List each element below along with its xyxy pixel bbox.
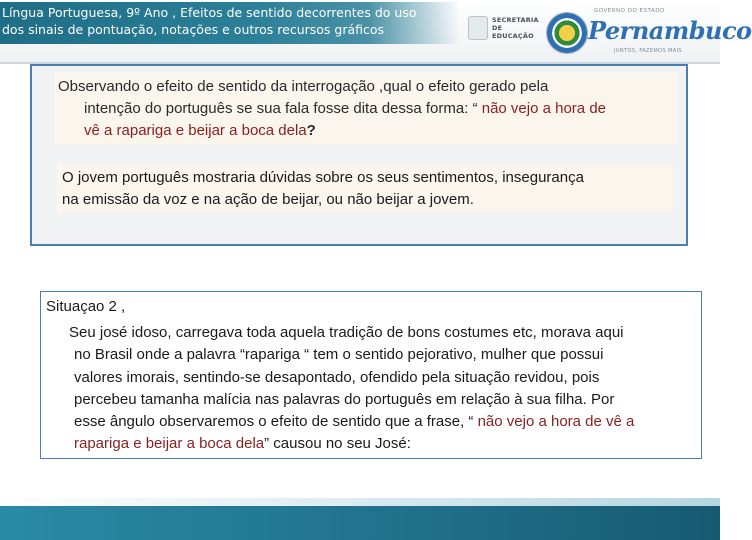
situation-line1: Seu josé idoso, carregava toda aquela tradição de bons costumes etc, morava aqui (69, 324, 624, 341)
slide-footer (0, 506, 720, 540)
question-line3 (84, 120, 316, 142)
pernambuco-wordmark (588, 6, 752, 58)
situation-quote-part1: não vejo a hora de vê a (477, 413, 635, 430)
situation-line6 (74, 433, 411, 455)
slide-header (0, 0, 752, 64)
situation-line3: valores imorais, sentindo-se desapontado, ofendido pela situação revidou, pois (74, 369, 600, 386)
gov-name-label: Pernambuco (588, 16, 752, 45)
question-quote-part2: vê a rapariga e beijar a boca dela (84, 122, 307, 139)
situation-line6-text: ” causou no seu José: (264, 435, 411, 452)
question-line2 (84, 98, 606, 120)
answer-line2: na emissão da voz e na ação de beijar, ou não beijar a jovem. (62, 191, 474, 208)
situation-quote-part2: rapariga e beijar a boca dela (74, 435, 265, 452)
header-title-line2: dos sinais de pontuação, notações e outros recursos gráficos (2, 22, 385, 37)
situation-line5 (74, 411, 634, 433)
answer-line1: O jovem português mostraria dúvidas sobre os seus sentimentos, insegurança (62, 169, 584, 186)
header-title-line1: Língua Portuguesa, 9º Ano , Efeitos de sentido decorrentes do uso (2, 5, 417, 20)
question-line1: Observando o efeito de sentido da interrogação ,qual o efeito gerado pela (58, 78, 549, 95)
secretaria-label: SECRETARIA DE EDUCAÇÃO (492, 16, 539, 40)
situation-heading: Situaçao 2 , (46, 298, 126, 315)
situation-line4: percebeu tamanha malícia nas palavras do português em relação à sua filha. Por (74, 391, 615, 408)
question-mark: ? (306, 122, 316, 139)
footer-fade (0, 498, 720, 506)
government-logo (460, 4, 752, 58)
pernambuco-crest-icon (546, 12, 588, 54)
gov-motto-label: JUNTOS, FAZEMOS MAIS (614, 48, 683, 54)
secretaria-seal-icon (468, 16, 488, 40)
header-title-banner (0, 2, 460, 44)
gov-top-label: GOVERNO DO ESTADO (594, 8, 665, 14)
question-line2-text: intenção do português se sua fala fosse dita dessa forma: “ (84, 100, 482, 117)
situation-line2: no Brasil onde a palavra “rapariga “ tem o sentido pejorativo, mulher que possui (74, 346, 604, 363)
question-quote-part1: não vejo a hora de (481, 100, 606, 117)
situation-line5-text: esse ângulo observaremos o efeito de sentido que a frase, “ (74, 413, 478, 430)
